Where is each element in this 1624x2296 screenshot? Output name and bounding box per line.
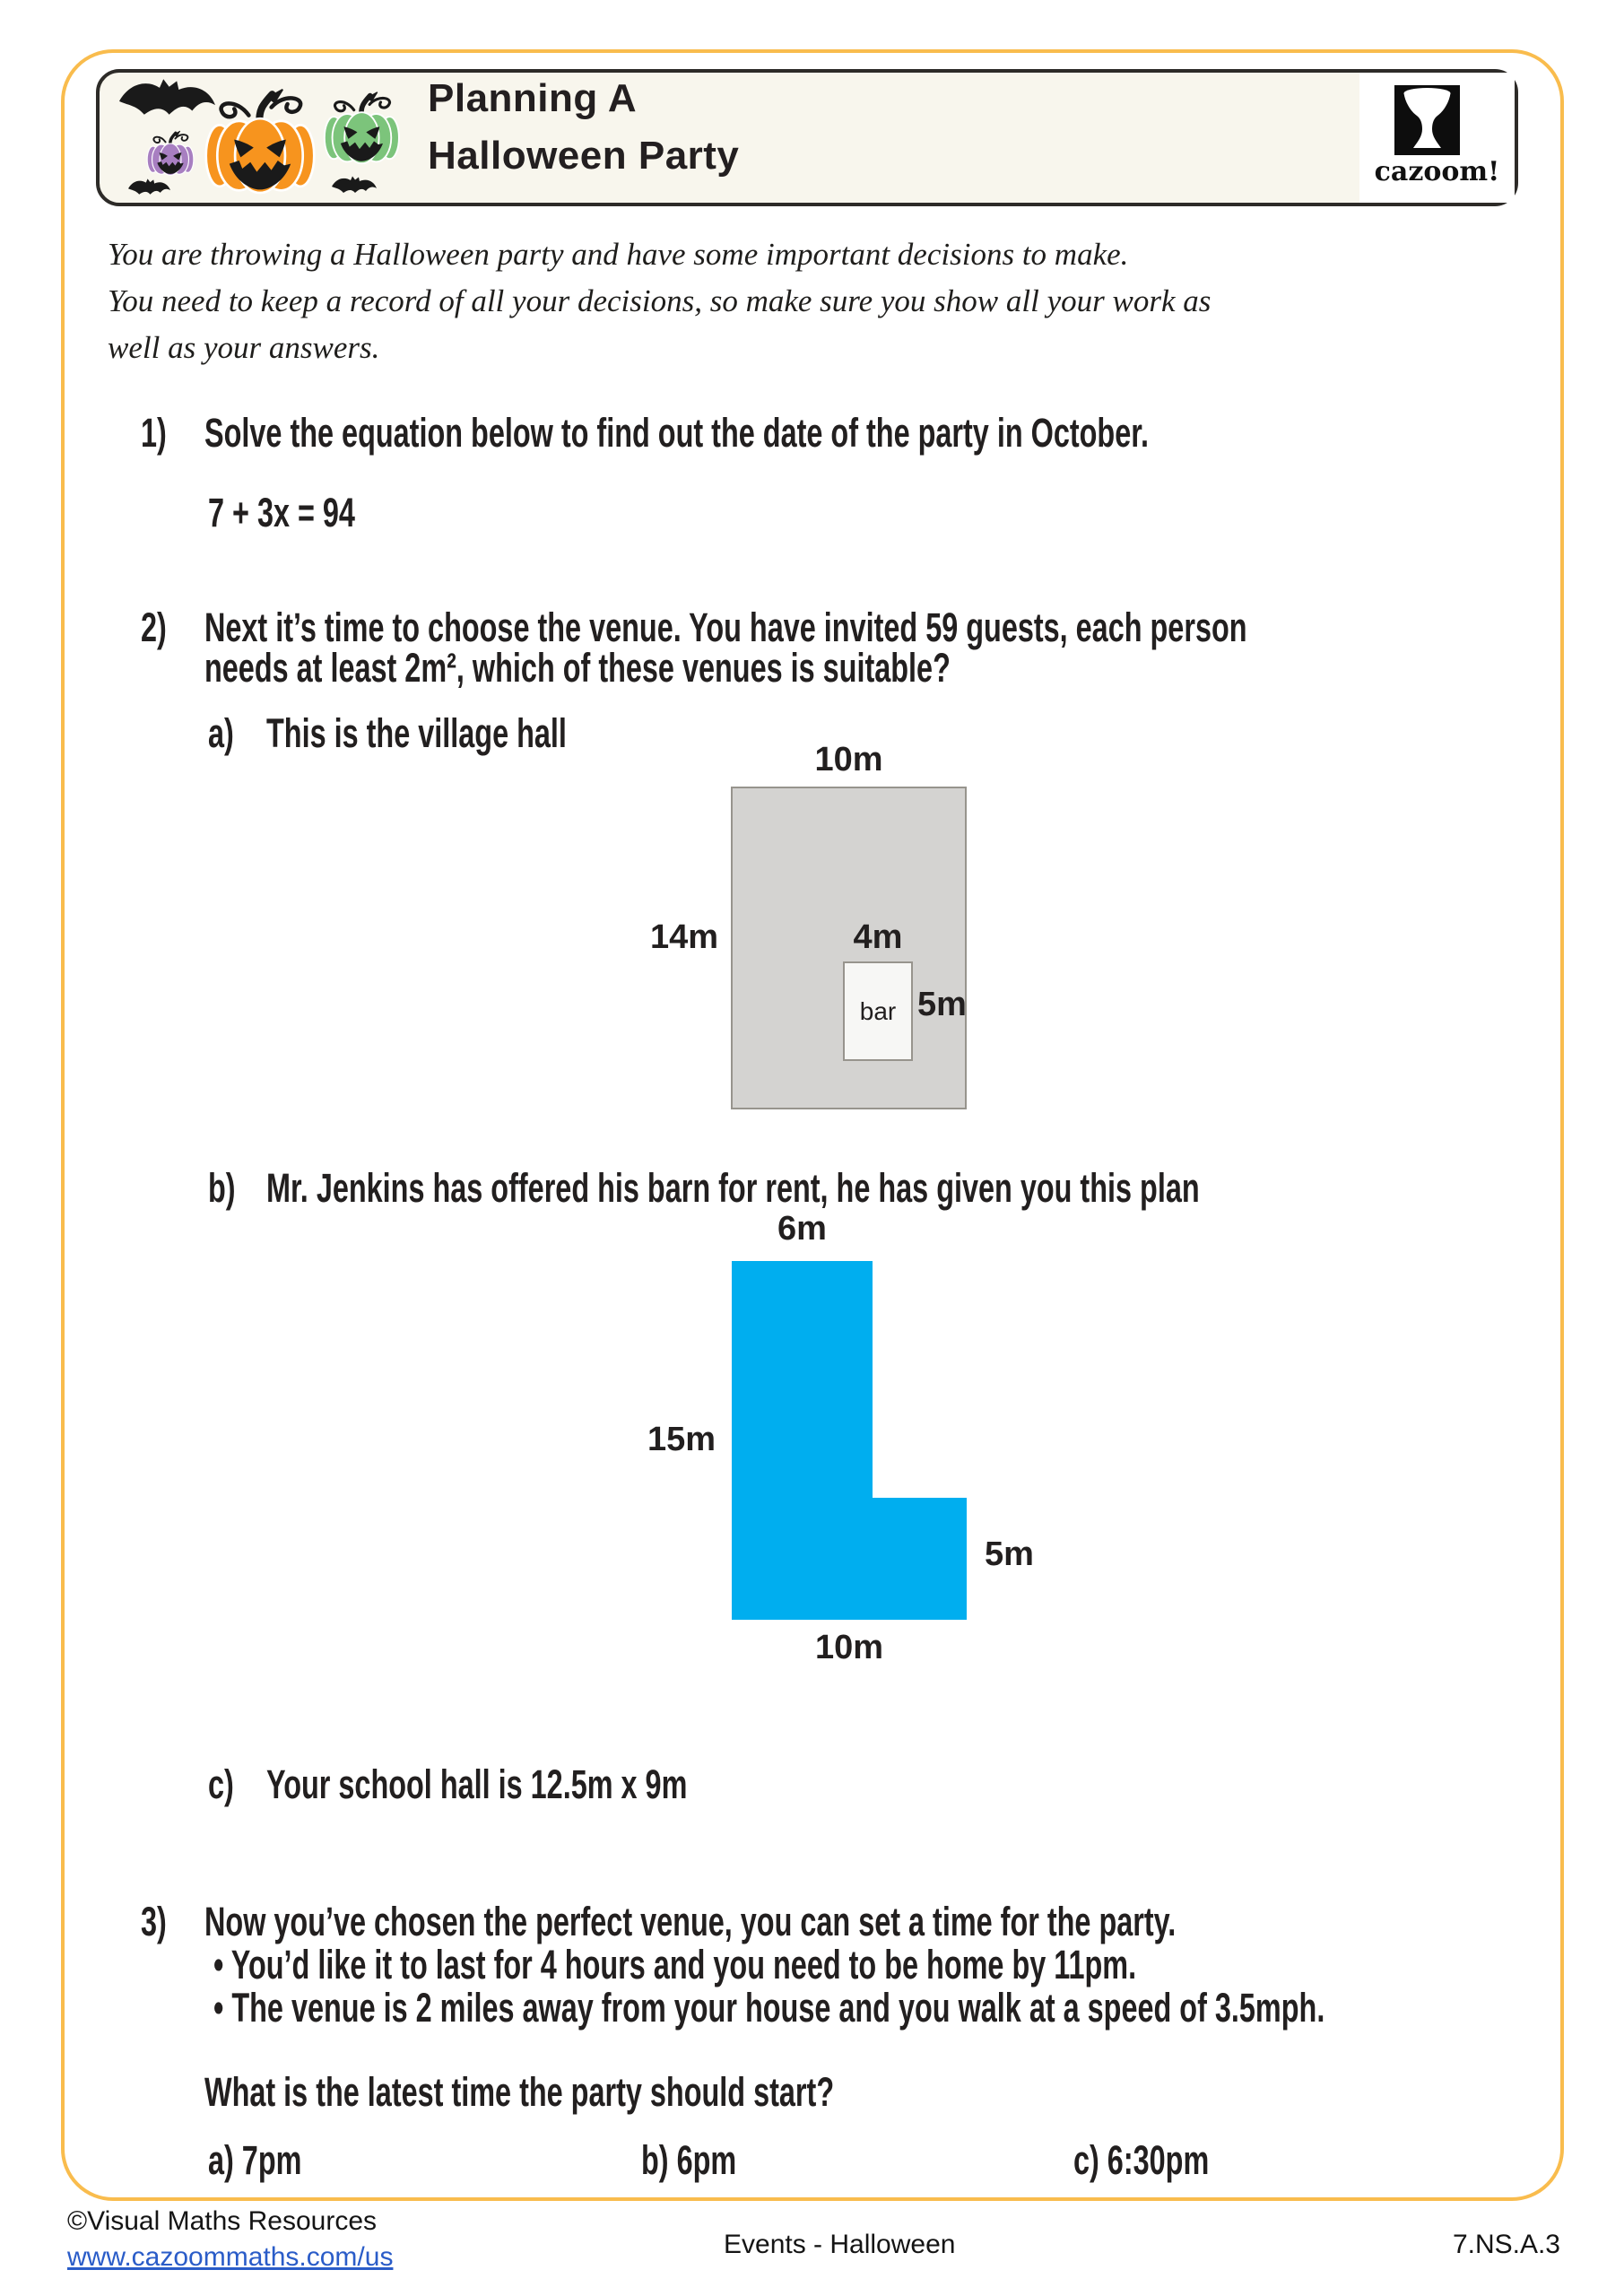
q2b-text: Mr. Jenkins has offered his barn for rent, he has given you this plan [266,1165,1200,1211]
q3-option-a: a) 7pm [208,2137,302,2183]
footer-standard-code: 7.NS.A.3 [1452,2230,1560,2259]
q1-text: Solve the equation below to find out the date of the party in October. [204,410,1150,456]
logo-wordmark: cazoom! [1374,156,1500,187]
q1-number: 1) [141,410,167,456]
bar-label: bar [859,996,897,1025]
q2b-label: b) [208,1165,236,1211]
hall-height-label: 14m [650,918,719,956]
q2-text-line1: Next it’s time to choose the venue. You have invited 59 guests, each person [204,604,1247,650]
page-title-line2: Halloween Party [428,134,740,178]
q2-number: 2) [141,604,167,650]
small-bat-icon [332,177,377,194]
q3-number: 3) [141,1899,167,1944]
green-pumpkin-icon [325,92,399,163]
q2a-text: This is the village hall [266,710,567,756]
bar-rect [843,961,913,1061]
page-border [61,49,1564,2201]
barn-right-label: 5m [985,1535,1034,1573]
footer-center: Events - Halloween [724,2230,956,2259]
q3-question: What is the latest time the party should start? [204,2069,835,2115]
q3-text: Now you’ve chosen the perfect venue, you can set a time for the party. [204,1899,1177,1944]
intro-line: You need to keep a record of all your decisions, so make sure you show all your work as [108,283,1211,318]
intro-line: well as your answers. [108,330,380,365]
footer-url-link[interactable]: www.cazoommaths.com/us [67,2242,394,2272]
q2c-label: c) [208,1761,234,1807]
barn-bottom-label: 10m [814,1629,884,1666]
cazoom-logo [1359,73,1515,203]
q2c-text: Your school hall is 12.5m x 9m [266,1761,688,1807]
footer-url-wrap [67,2244,393,2271]
drum-logo-icon [1394,85,1460,155]
bat-icon [119,79,215,115]
q3-bullet2: • The venue is 2 miles away from your house and you walk at a speed of 3.5mph. [213,1985,1325,2031]
halloween-art [115,68,438,203]
q1-equation: 7 + 3x = 94 [208,490,355,535]
intro-line: You are throwing a Halloween party and have some important decisions to make. [108,237,1129,272]
q3-option-b: b) 6pm [641,2137,737,2183]
hall-width-label: 10m [814,741,883,778]
bar-width-label: 4m [853,918,903,956]
page-title-line1: Planning A [428,76,638,120]
q2-text-line2: needs at least 2m², which of these venues is suitable? [204,645,951,691]
barn-l-shape [732,1261,967,1620]
barn-left-label: 15m [647,1421,716,1458]
q2a-label: a) [208,710,234,756]
orange-pumpkin-icon [206,90,315,193]
q3-option-c: c) 6:30pm [1073,2137,1210,2183]
barn-top-label: 6m [777,1210,827,1248]
q3-bullet1: • You’d like it to last for 4 hours and you need to be home by 11pm. [213,1942,1137,1987]
purple-pumpkin-icon [147,131,194,175]
footer-copyright: ©Visual Maths Resources [67,2206,378,2236]
small-bat-icon [128,178,170,194]
bar-height-label: 5m [917,986,967,1023]
